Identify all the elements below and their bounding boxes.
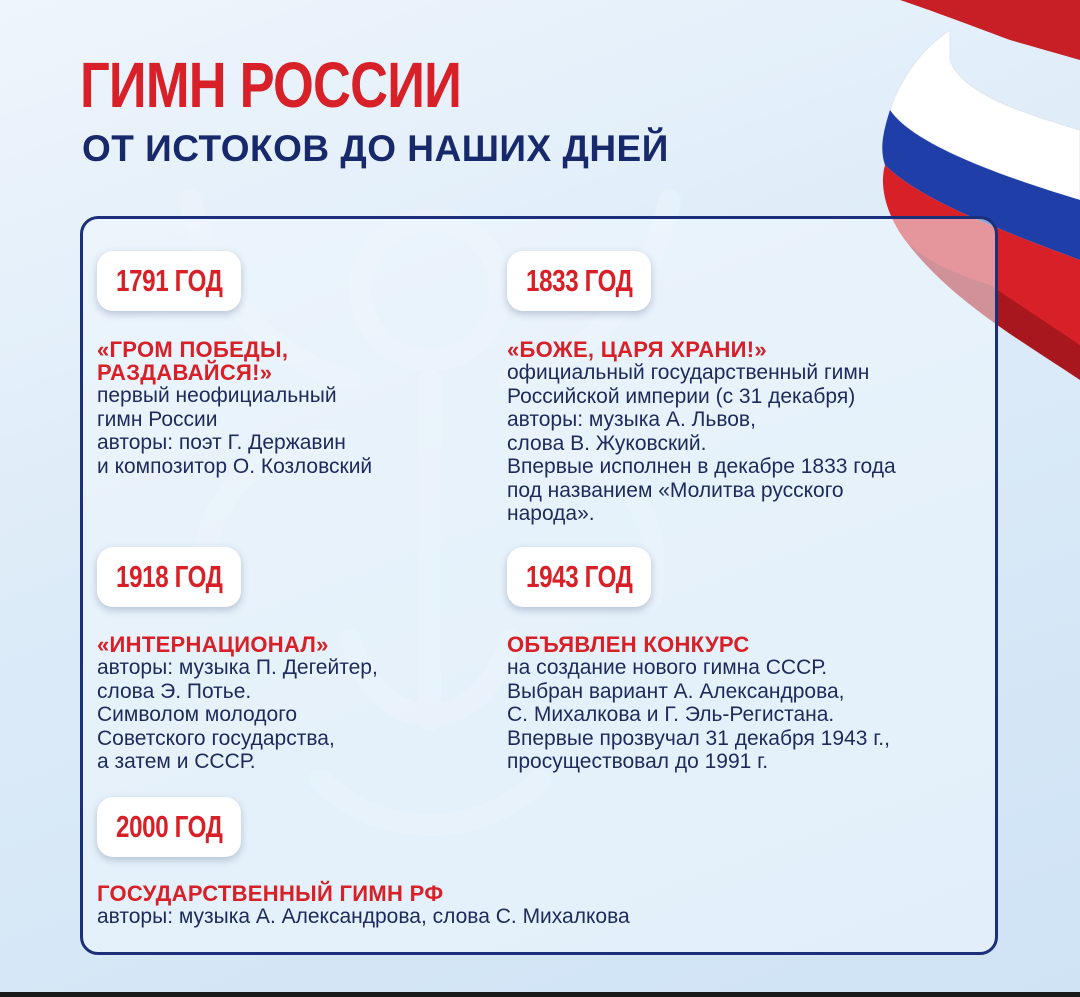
year-badge-1918 <box>97 547 241 607</box>
entry-heading-1918: «ИНТЕРНАЦИОНАЛ» <box>97 632 329 657</box>
entry-description-1791: первый неофициальный гимн России авторы: поэт Г. Державин и композитор О. Козловский <box>97 384 373 478</box>
year-label: 2000 ГОД <box>115 809 223 844</box>
year-badge-2000 <box>97 797 241 857</box>
page-title: ГИМН РОССИИ <box>80 49 462 121</box>
year-badge-1833 <box>507 251 651 311</box>
year-label: 1791 ГОД <box>115 263 223 298</box>
entry-description-1833: официальный государственный гимн Российской империи (с 31 декабря) авторы: музыка А. Львов, слова В. Жуковский. Впервые исполнен в декабре 1833 года под названием «Молитва русского народа». <box>507 361 896 525</box>
year-label: 1918 ГОД <box>115 559 223 594</box>
entry-description-1918: авторы: музыка П. Дегейтер, слова Э. Потье. Символом молодого Советского государства, а затем и СССР. <box>97 656 378 773</box>
year-badge-1943 <box>507 547 651 607</box>
year-label: 1943 ГОД <box>525 559 633 594</box>
entry-heading-1833: «БОЖЕ, ЦАРЯ ХРАНИ!» <box>507 337 767 362</box>
year-label: 1833 ГОД <box>525 263 633 298</box>
entry-heading-1791: «ГРОМ ПОБЕДЫ, РАЗДАВАЙСЯ!» <box>97 337 289 385</box>
entry-heading-1943: ОБЪЯВЛЕН КОНКУРС <box>507 632 750 657</box>
entry-heading-2000: ГОСУДАРСТВЕННЫЙ ГИМН РФ <box>97 881 444 906</box>
timeline-panel <box>80 216 998 955</box>
entry-description-2000: авторы: музыка А. Александрова, слова С. Михалкова <box>97 905 630 928</box>
entry-description-1943: на создание нового гимна СССР. Выбран вариант А. Александрова, С. Михалкова и Г. Эль-Регистана. Впервые прозвучал 31 декабря 1943 г., просуществовал до 1991 г. <box>507 656 890 773</box>
page-subtitle: ОТ ИСТОКОВ ДО НАШИХ ДНЕЙ <box>82 128 669 169</box>
year-badge-1791 <box>97 251 241 311</box>
bottom-bar <box>0 992 1080 997</box>
